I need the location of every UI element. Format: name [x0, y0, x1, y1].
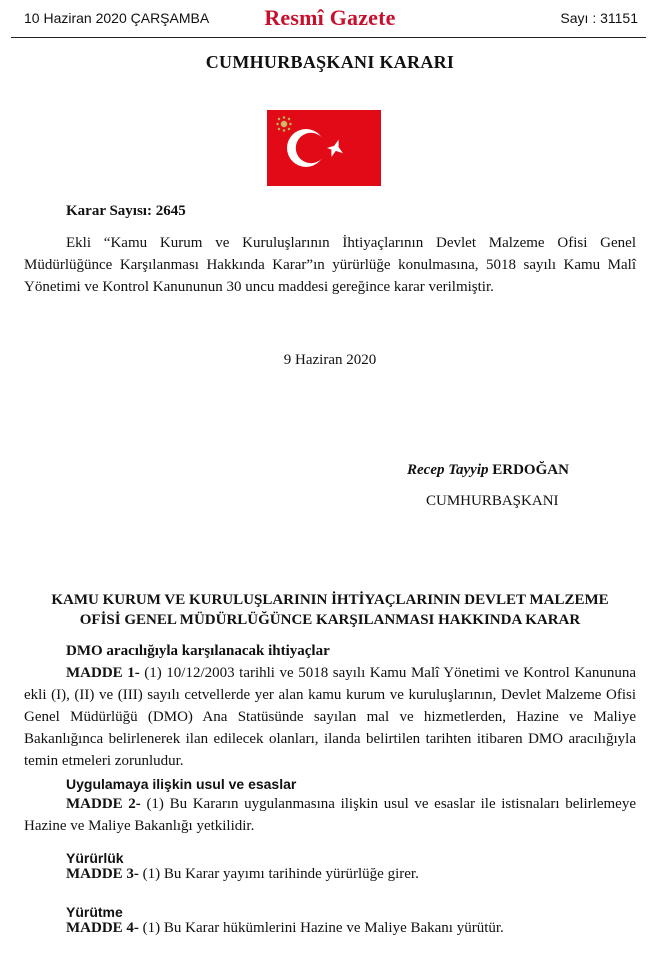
signer-first-name: Recep Tayyip [407, 462, 489, 478]
article-1-paragraph [24, 662, 636, 772]
article-1-label: MADDE 1- [66, 665, 140, 681]
header-divider [11, 37, 646, 38]
gazette-title: Resmî Gazete [264, 5, 396, 30]
header-date: 10 Haziran 2020 ÇARŞAMBA [24, 10, 210, 26]
article-2-text: (1) Bu Kararın uygulanmasına ilişkin usul ve esaslar ile istisnaları belirlemeye Hazine ve Maliye Bakanlığı yetkilidir. [24, 796, 636, 834]
section-heading: CUMHURBAŞKANI KARARI [205, 52, 455, 72]
article-3-label: MADDE 3- [66, 866, 139, 882]
decree-title [0, 590, 660, 630]
article-3-text: (1) Bu Karar yayımı tarihinde yürürlüğe girer. [142, 866, 419, 882]
article-3-paragraph [66, 866, 419, 883]
decree-number: Karar Sayısı: 2645 [66, 203, 186, 219]
article-4-heading: Yürütme [66, 904, 123, 920]
article-4-paragraph [66, 920, 504, 937]
decree-title-line-1: KAMU KURUM VE KURULUŞLARININ İHTİYAÇLARININ DEVLET MALZEME [51, 592, 609, 608]
turkish-flag-icon [267, 110, 381, 186]
signing-date: 9 Haziran 2020 [283, 352, 377, 368]
article-1-heading: DMO aracılığıyla karşılanacak ihtiyaçlar [66, 643, 330, 659]
issue-number: Sayı : 31151 [560, 10, 638, 26]
intro-paragraph: Ekli “Kamu Kurum ve Kuruluşlarının İhtiyaçlarının Devlet Malzeme Ofisi Genel Müdürlüğünce Karşılanması Hakkında Karar”ın yürürlüğe konulmasına, 5018 sayılı Kamu Malî Yönetimi ve Kontrol Kanununun 30 uncu maddesi gereğince karar verilmiştir. [24, 235, 636, 295]
article-1-text: (1) 10/12/2003 tarihli ve 5018 sayılı Kamu Malî Yönetimi ve Kontrol Kanununa ekli (I), (II) ve (III) sayılı cetvellerde yer alan kamu kurum ve kuruluşlarının, Devlet Malzeme Ofisi Genel Müdürlüğü (DMO) Ana Statüsünde sayılan mal ve hizmetlerden, Hazine ve Maliye Bakanlığınca belirlenerek ilan edilecek olanları, ilanda belirtilen tarihten itibaren DMO aracılığıyla temin etmeleri zorunludur. [24, 665, 637, 769]
article-3-heading: Yürürlük [66, 850, 124, 866]
signer-last-name: ERDOĞAN [492, 462, 569, 478]
article-2-label: MADDE 2- [66, 796, 141, 812]
article-4-text: (1) Bu Karar hükümlerini Hazine ve Maliye Bakanı yürütür. [142, 920, 504, 936]
article-4-label: MADDE 4- [66, 920, 139, 936]
signer-name [407, 462, 569, 479]
decree-title-line-2: OFİSİ GENEL MÜDÜRLÜĞÜNCE KARŞILANMASI HAKKINDA KARAR [79, 612, 581, 628]
article-2-heading: Uygulamaya ilişkin usul ve esaslar [66, 776, 297, 792]
article-2-paragraph [24, 793, 636, 837]
signer-title: CUMHURBAŞKANI [426, 493, 559, 509]
